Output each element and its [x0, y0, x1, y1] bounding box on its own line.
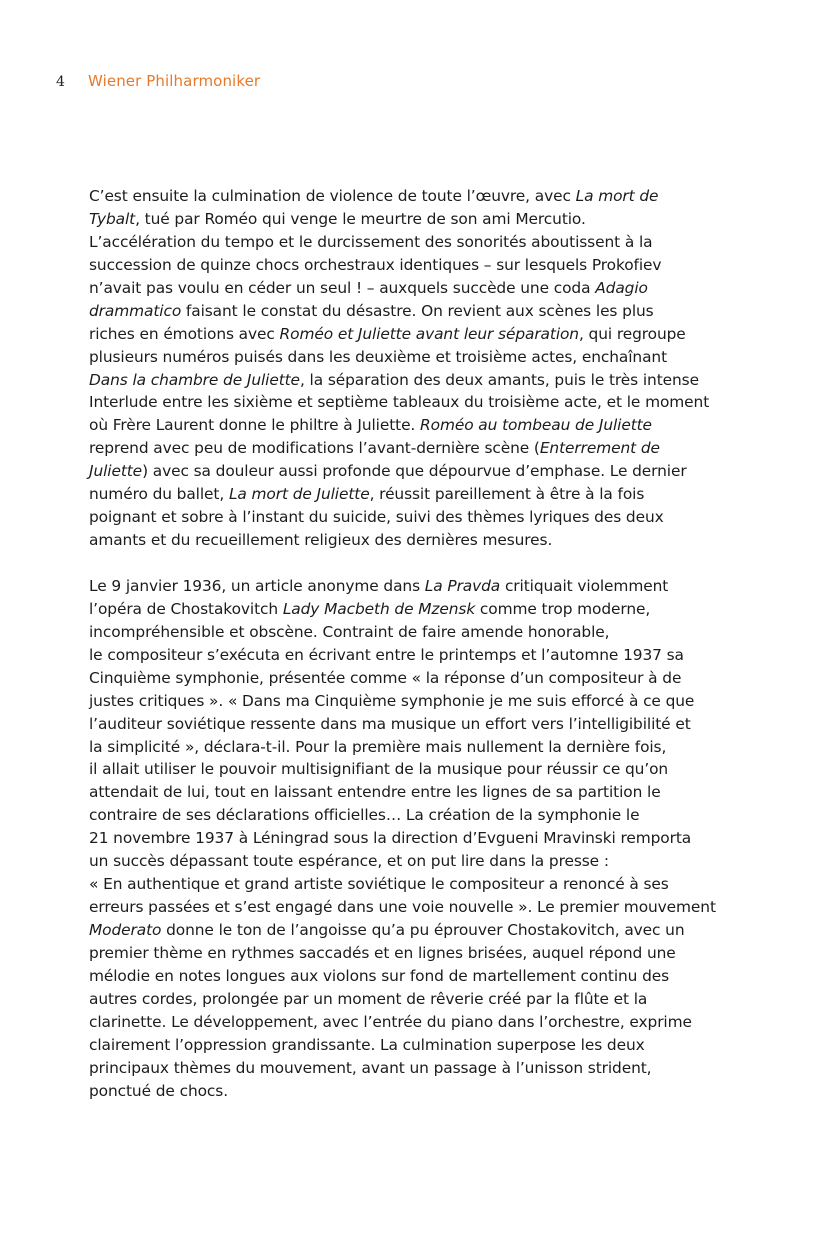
text-run: , réussit pareillement à être à la fois [369, 485, 645, 504]
text-run: autres cordes, prolongée par un moment de rêverie créé par la flûte et la [89, 989, 648, 1008]
text-line [89, 529, 749, 552]
text-line [89, 460, 749, 483]
text-run: il allait utiliser le pouvoir multisignifiant de la musique pour réussir ce qu’on [89, 760, 669, 779]
text-line [89, 208, 749, 231]
text-run: le compositeur s’exécuta en écrivant entre le printemps et l’automne 1937 sa [89, 645, 684, 664]
text-run: , tué par Roméo qui venge le meurtre de son ami Mercutio. [135, 209, 586, 228]
text-line [89, 644, 749, 667]
text-run: contraire de ses déclarations officielles… La création de la symphonie le [89, 806, 640, 825]
text-line [89, 965, 749, 988]
text-run: , qui regroupe [578, 324, 686, 343]
text-run: l’opéra de Chostakovitch [89, 599, 283, 618]
text-line [89, 575, 749, 598]
text-line [89, 437, 749, 460]
header-title: Wiener Philharmoniker [88, 72, 261, 90]
paragraph [89, 185, 749, 552]
page-header [56, 72, 260, 90]
text-line [89, 231, 749, 254]
text-run: succession de quinze chocs orchestraux identiques – sur lesquels Prokofiev [89, 255, 662, 274]
text-line [89, 690, 749, 713]
italic-title-text: Roméo et Juliette avant leur séparation [279, 324, 579, 343]
text-line [89, 621, 749, 644]
text-run: reprend avec peu de modifications l’avant-dernière scène ( [89, 439, 540, 458]
text-line [89, 323, 749, 346]
text-line [89, 598, 749, 621]
text-run: où Frère Laurent donne le philtre à Juliette. [89, 416, 421, 435]
italic-title-text: Roméo au tombeau de Juliette [420, 416, 652, 435]
italic-title-text: Tybalt [89, 209, 136, 228]
text-run: poignant et sobre à l’instant du suicide, suivi des thèmes lyriques des deux [89, 508, 664, 527]
body-text [89, 185, 749, 1103]
text-run: la simplicité », déclara-t-il. Pour la première mais nullement la dernière fois, [89, 737, 667, 756]
text-run: L’accélération du tempo et le durcissement des sonorités aboutissent à la [89, 232, 653, 251]
text-run: Le 9 janvier 1936, un article anonyme dans [89, 576, 425, 595]
text-run: justes critiques ». « Dans ma Cinquième symphonie je me suis efforcé à ce que [89, 691, 695, 710]
text-run: l’auditeur soviétique ressente dans ma musique un effort vers l’intelligibilité et [89, 714, 691, 733]
text-line [89, 346, 749, 369]
text-run: riches en émotions avec [89, 324, 280, 343]
italic-title-text: La Pravda [424, 576, 501, 595]
text-line [89, 1034, 749, 1057]
text-line [89, 988, 749, 1011]
text-run: comme trop moderne, [475, 599, 651, 618]
text-run: un succès dépassant toute espérance, et on put lire dans la presse : [89, 852, 609, 871]
text-run: ) avec sa douleur aussi profonde que dépourvue d’emphase. Le dernier [142, 462, 687, 481]
text-line [89, 483, 749, 506]
text-run: clarinette. Le développement, avec l’entrée du piano dans l’orchestre, exprime [89, 1012, 692, 1031]
italic-title-text: Enterrement de [539, 439, 660, 458]
text-line [89, 1057, 749, 1080]
italic-title-text: Lady Macbeth de Mzensk [282, 599, 476, 618]
text-line [89, 300, 749, 323]
text-run: critiquait violemment [500, 576, 669, 595]
text-line [89, 1011, 749, 1034]
text-line [89, 713, 749, 736]
text-run: , la séparation des deux amants, puis le très intense [299, 370, 699, 389]
text-run: 21 novembre 1937 à Léningrad sous la direction d’Evgueni Mravinski remporta [89, 829, 692, 848]
paragraph [89, 575, 749, 1103]
text-line [89, 277, 749, 300]
text-line [89, 896, 749, 919]
italic-title-text: Adagio [595, 278, 648, 297]
text-run: donne le ton de l’angoisse qu’a pu éprouver Chostakovitch, avec un [161, 921, 685, 939]
text-line [89, 667, 749, 690]
text-line [89, 1080, 749, 1103]
text-line [89, 873, 749, 896]
text-line [89, 369, 749, 392]
italic-title-text: Moderato [89, 921, 162, 939]
page-number: 4 [56, 74, 65, 90]
text-line [89, 254, 749, 277]
text-line [89, 827, 749, 850]
text-line [89, 391, 749, 414]
text-run: faisant le constat du désastre. On revient aux scènes les plus [181, 301, 654, 320]
italic-title-text: La mort de [575, 187, 659, 205]
text-run: numéro du ballet, [89, 485, 229, 504]
text-run: C’est ensuite la culmination de violence de toute l’œuvre, avec [89, 187, 576, 205]
text-run: plusieurs numéros puisés dans les deuxième et troisième actes, enchaînant [89, 347, 668, 366]
text-line [89, 919, 749, 942]
text-run: ponctué de chocs. [89, 1081, 228, 1100]
text-line [89, 781, 749, 804]
text-line [89, 414, 749, 437]
text-line [89, 804, 749, 827]
italic-title-text: Dans la chambre de Juliette [89, 370, 300, 389]
text-run: premier thème en rythmes saccadés et en lignes brisées, auquel répond une [89, 943, 676, 962]
text-run: n’avait pas voulu en céder un seul ! – auxquels succède une coda [89, 278, 596, 297]
text-run: « En authentique et grand artiste soviétique le compositeur a renoncé à ses [89, 875, 669, 894]
text-run: amants et du recueillement religieux des dernières mesures. [89, 531, 553, 550]
text-line [89, 758, 749, 781]
text-run: attendait de lui, tout en laissant entendre entre les lignes de sa partition le [89, 783, 661, 802]
text-line [89, 736, 749, 759]
text-run: principaux thèmes du mouvement, avant un passage à l’unisson strident, [89, 1058, 652, 1077]
text-line [89, 942, 749, 965]
text-run: clairement l’oppression grandissante. La culmination superpose les deux [89, 1035, 645, 1054]
text-line [89, 506, 749, 529]
italic-title-text: drammatico [89, 301, 182, 320]
text-run: Interlude entre les sixième et septième tableaux du troisième acte, et le moment [89, 393, 710, 412]
text-run: erreurs passées et s’est engagé dans une voie nouvelle ». Le premier mouvement [89, 898, 716, 917]
text-run: mélodie en notes longues aux violons sur fond de martellement continu des [89, 966, 670, 985]
italic-title-text: La mort de Juliette [228, 485, 370, 504]
text-line [89, 185, 749, 208]
text-run: incompréhensible et obscène. Contraint de faire amende honorable, [89, 622, 610, 641]
italic-title-text: Juliette [89, 462, 143, 481]
text-line [89, 850, 749, 873]
text-run: Cinquième symphonie, présentée comme « la réponse d’un compositeur à de [89, 668, 682, 687]
